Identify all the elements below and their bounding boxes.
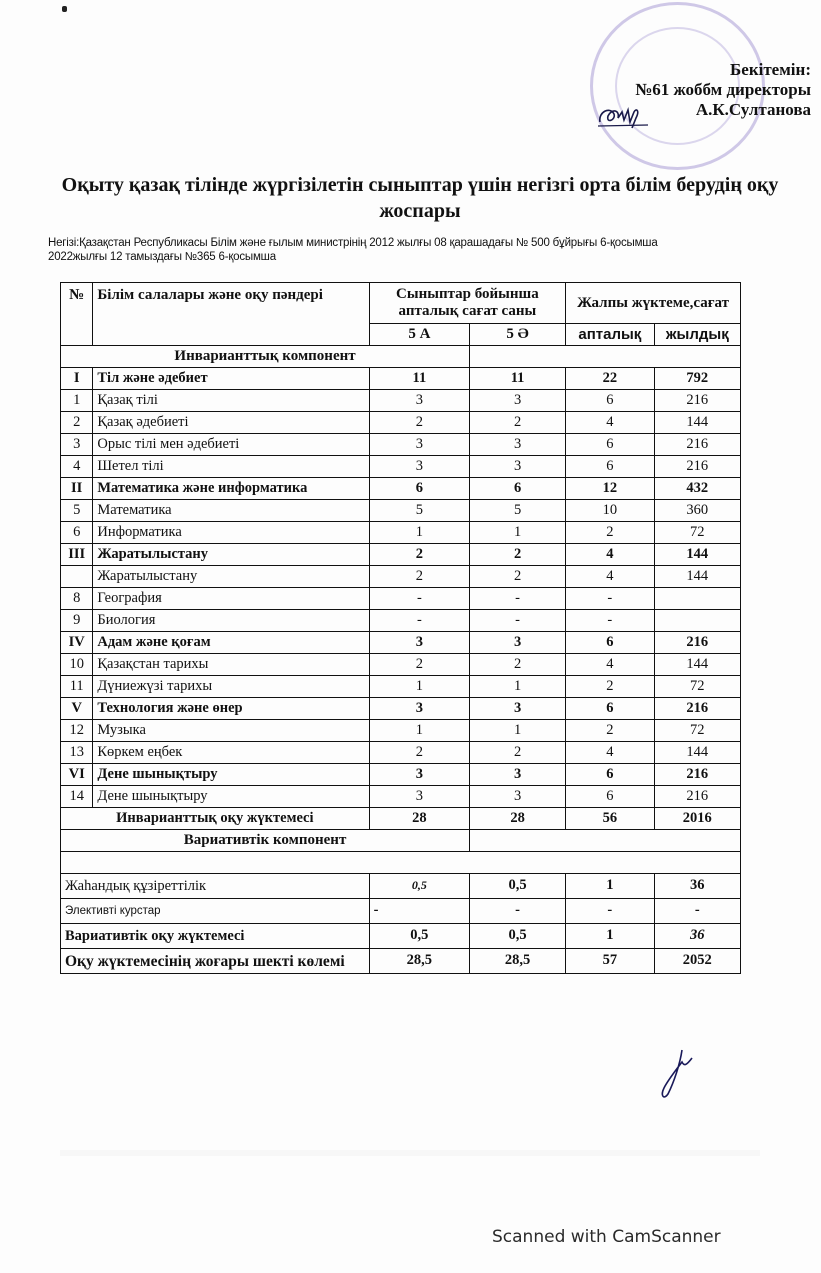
- curriculum-table: [60, 282, 741, 974]
- subject-row: [61, 434, 741, 456]
- subject-row: [61, 566, 741, 588]
- cell-weekly: 4: [566, 544, 655, 566]
- cell-5a: 2: [369, 566, 469, 588]
- cell-5b: 11: [470, 368, 566, 390]
- cell-5b: 6: [470, 478, 566, 500]
- subject-name: Қазақ әдебиеті: [93, 412, 369, 434]
- invariant-section-row: [61, 346, 741, 368]
- cell-weekly: 10: [566, 500, 655, 522]
- cell-5a: 3: [369, 390, 469, 412]
- cell-5b: 2: [470, 742, 566, 764]
- cell-5a: 1: [369, 720, 469, 742]
- subject-row: [61, 500, 741, 522]
- row-number: 1: [61, 390, 93, 412]
- subject-name: Математика және информатика: [93, 478, 369, 500]
- max-total-row: [61, 949, 741, 974]
- cell-yearly: 216: [654, 434, 740, 456]
- cell-5b: -: [470, 588, 566, 610]
- cell-5a: 2: [369, 412, 469, 434]
- row-number: VI: [61, 764, 93, 786]
- row-number: 11: [61, 676, 93, 698]
- variative-total-label: Вариативтік оқу жүктемесі: [61, 924, 370, 949]
- subject-name: Тіл және әдебиет: [93, 368, 369, 390]
- cell-yearly: 72: [654, 676, 740, 698]
- section-row: [61, 544, 741, 566]
- cell-5b: -: [470, 899, 566, 924]
- subject-row: [61, 654, 741, 676]
- cell-5b: 2: [470, 412, 566, 434]
- signature-icon: [652, 1048, 702, 1100]
- cell-5b: 3: [470, 764, 566, 786]
- legal-basis: [48, 236, 818, 264]
- header-weekly: апталық: [566, 324, 655, 346]
- subject-name: Шетел тілі: [93, 456, 369, 478]
- empty-cell: [470, 346, 741, 368]
- invariant-total-label: Инварианттық оқу жүктемесі: [61, 808, 370, 830]
- variative-row: [61, 899, 741, 924]
- header-yearly: жылдық: [654, 324, 740, 346]
- cell-5b: 2: [470, 566, 566, 588]
- row-number: V: [61, 698, 93, 720]
- title-line-1: Оқыту қазақ тілінде жүргізілетін сыныптар үшін негізгі орта білім берудің оқу: [61, 174, 779, 196]
- row-number: 2: [61, 412, 93, 434]
- subject-name: Орыс тілі мен әдебиеті: [93, 434, 369, 456]
- cell-yearly: 792: [654, 368, 740, 390]
- cell-5a: 2: [369, 544, 469, 566]
- empty-row: [61, 852, 741, 874]
- cell-5a: -: [369, 899, 469, 924]
- section-row: [61, 764, 741, 786]
- cell-yearly: 2052: [654, 949, 740, 974]
- row-number: 4: [61, 456, 93, 478]
- cell-yearly: 144: [654, 742, 740, 764]
- cell-yearly: [654, 610, 740, 632]
- cell-yearly: 144: [654, 412, 740, 434]
- cell-5b: 2: [470, 654, 566, 676]
- subject-row: [61, 390, 741, 412]
- subject-name: Қазақ тілі: [93, 390, 369, 412]
- subject-name: Қазақстан тарихы: [93, 654, 369, 676]
- cell-weekly: -: [566, 899, 655, 924]
- cell-yearly: 216: [654, 632, 740, 654]
- row-number: I: [61, 368, 93, 390]
- cell-weekly: 6: [566, 786, 655, 808]
- row-number: 13: [61, 742, 93, 764]
- subject-row: [61, 588, 741, 610]
- row-number: 5: [61, 500, 93, 522]
- subject-row: [61, 610, 741, 632]
- cell-yearly: -: [654, 899, 740, 924]
- director-signature-icon: [596, 104, 652, 130]
- header-classes-group: Сыныптар бойынша апталық сағат саны: [369, 283, 565, 324]
- row-number: 14: [61, 786, 93, 808]
- cell-5a: 3: [369, 434, 469, 456]
- cell-weekly: 12: [566, 478, 655, 500]
- cell-yearly: 72: [654, 720, 740, 742]
- cell-yearly: 72: [654, 522, 740, 544]
- subject-name: Информатика: [93, 522, 369, 544]
- subject-name: Көркем еңбек: [93, 742, 369, 764]
- variative-subject: Жаһандық құзіреттілік: [61, 874, 370, 899]
- header-no: №: [61, 283, 93, 346]
- cell-weekly: -: [566, 610, 655, 632]
- cell-yearly: 216: [654, 764, 740, 786]
- cell-yearly: 216: [654, 786, 740, 808]
- cell-weekly: 1: [566, 924, 655, 949]
- header-class-5a: 5 А: [369, 324, 469, 346]
- cell-5a: 0,5: [369, 924, 469, 949]
- cell-5a: 3: [369, 456, 469, 478]
- cell-yearly: 432: [654, 478, 740, 500]
- header-class-5b: 5 Ә: [470, 324, 566, 346]
- variative-label: Вариативтік компонент: [61, 830, 470, 852]
- cell-weekly: 4: [566, 654, 655, 676]
- approval-position: №61 жоббм директоры: [635, 80, 811, 99]
- cell-weekly: 4: [566, 742, 655, 764]
- cell-yearly: 144: [654, 566, 740, 588]
- cell-5a: 5: [369, 500, 469, 522]
- cell-weekly: 57: [566, 949, 655, 974]
- header-subject: Білім салалары және оқу пәндері: [93, 283, 369, 346]
- cell-5a: 0,5: [369, 874, 469, 899]
- row-number: 10: [61, 654, 93, 676]
- scan-shadow: [60, 1150, 760, 1156]
- subject-name: Биология: [93, 610, 369, 632]
- variative-section-row: [61, 830, 741, 852]
- cell-5b: 3: [470, 786, 566, 808]
- cell-5a: -: [369, 588, 469, 610]
- subject-row: [61, 786, 741, 808]
- invariant-label: Инварианттық компонент: [61, 346, 470, 368]
- row-number: [61, 566, 93, 588]
- scanner-watermark: Scanned with CamScanner: [492, 1227, 721, 1247]
- subject-name: Дене шынықтыру: [93, 764, 369, 786]
- subject-row: [61, 412, 741, 434]
- cell-5a: 28: [369, 808, 469, 830]
- cell-yearly: 36: [654, 924, 740, 949]
- section-row: [61, 368, 741, 390]
- cell-5b: 3: [470, 390, 566, 412]
- cell-weekly: 6: [566, 390, 655, 412]
- header-total-group: Жалпы жүктеме,сағат: [566, 283, 741, 324]
- row-number: IV: [61, 632, 93, 654]
- cell-5b: 28,5: [470, 949, 566, 974]
- cell-yearly: 144: [654, 544, 740, 566]
- document-title: [40, 172, 800, 224]
- subject-name: Адам және қоғам: [93, 632, 369, 654]
- cell-weekly: 2: [566, 676, 655, 698]
- subject-row: [61, 522, 741, 544]
- subject-name: Жаратылыстану: [93, 566, 369, 588]
- cell-5b: 1: [470, 522, 566, 544]
- cell-5b: 1: [470, 676, 566, 698]
- cell-5a: 28,5: [369, 949, 469, 974]
- row-number: II: [61, 478, 93, 500]
- cell-yearly: 36: [654, 874, 740, 899]
- approval-name: А.К.Султанова: [695, 100, 811, 119]
- cell-5a: -: [369, 610, 469, 632]
- cell-5a: 2: [369, 742, 469, 764]
- subject-row: [61, 676, 741, 698]
- cell-yearly: 216: [654, 456, 740, 478]
- cell-5a: 11: [369, 368, 469, 390]
- cell-yearly: 2016: [654, 808, 740, 830]
- row-number: 6: [61, 522, 93, 544]
- subject-name: Дене шынықтыру: [93, 786, 369, 808]
- cell-5b: 0,5: [470, 924, 566, 949]
- title-line-2: жоспары: [379, 200, 461, 222]
- cell-weekly: 2: [566, 522, 655, 544]
- cell-weekly: 2: [566, 720, 655, 742]
- cell-5b: 1: [470, 720, 566, 742]
- cell-5a: 3: [369, 632, 469, 654]
- cell-weekly: 6: [566, 764, 655, 786]
- cell-5b: 3: [470, 698, 566, 720]
- cell-5a: 3: [369, 764, 469, 786]
- cell-yearly: [654, 588, 740, 610]
- row-number: 3: [61, 434, 93, 456]
- subject-row: [61, 742, 741, 764]
- variative-subject: Элективті курстар: [61, 899, 370, 924]
- cell-5a: 3: [369, 786, 469, 808]
- cell-5a: 1: [369, 522, 469, 544]
- scan-speck: [62, 6, 67, 12]
- invariant-total-row: [61, 808, 741, 830]
- subject-name: Дүниежүзі тарихы: [93, 676, 369, 698]
- variative-total-row: [61, 924, 741, 949]
- cell-weekly: 22: [566, 368, 655, 390]
- cell-weekly: 6: [566, 434, 655, 456]
- cell-5a: 6: [369, 478, 469, 500]
- cell-weekly: 6: [566, 698, 655, 720]
- cell-yearly: 216: [654, 390, 740, 412]
- subject-row: [61, 456, 741, 478]
- cell-weekly: 56: [566, 808, 655, 830]
- cell-yearly: 216: [654, 698, 740, 720]
- table-header-row: [61, 283, 741, 324]
- subject-name: Музыка: [93, 720, 369, 742]
- cell-5b: 28: [470, 808, 566, 830]
- basis-line-1: Негізі:Қазақстан Республикасы Білім және ғылым министрінің 2012 жылғы 08 қарашадағы № 500 бұйрығы 6-қосымша: [48, 237, 658, 249]
- cell-5b: 3: [470, 456, 566, 478]
- row-number: III: [61, 544, 93, 566]
- cell-5b: 3: [470, 434, 566, 456]
- cell-weekly: 1: [566, 874, 655, 899]
- subject-name: Технология және өнер: [93, 698, 369, 720]
- cell-weekly: -: [566, 588, 655, 610]
- approval-heading: Бекітемін:: [730, 60, 811, 79]
- cell-5b: 2: [470, 544, 566, 566]
- subject-name: Жаратылыстану: [93, 544, 369, 566]
- cell-5b: -: [470, 610, 566, 632]
- cell-5b: 3: [470, 632, 566, 654]
- approval-block: [635, 60, 811, 120]
- cell-yearly: 360: [654, 500, 740, 522]
- cell-weekly: 4: [566, 566, 655, 588]
- row-number: 8: [61, 588, 93, 610]
- cell-5b: 0,5: [470, 874, 566, 899]
- basis-line-2: 2022жылғы 12 тамыздағы №365 6-қосымша: [48, 251, 276, 263]
- section-row: [61, 478, 741, 500]
- cell-5b: 5: [470, 500, 566, 522]
- cell-5a: 1: [369, 676, 469, 698]
- section-row: [61, 698, 741, 720]
- subject-row: [61, 720, 741, 742]
- empty-cell: [470, 830, 741, 852]
- row-number: 12: [61, 720, 93, 742]
- cell-5a: 3: [369, 698, 469, 720]
- cell-weekly: 4: [566, 412, 655, 434]
- max-total-label: Оқу жүктемесінің жоғары шекті көлемі: [61, 949, 370, 974]
- row-number: 9: [61, 610, 93, 632]
- empty-cell: [61, 852, 741, 874]
- cell-weekly: 6: [566, 456, 655, 478]
- subject-name: География: [93, 588, 369, 610]
- cell-yearly: 144: [654, 654, 740, 676]
- cell-5a: 2: [369, 654, 469, 676]
- section-row: [61, 632, 741, 654]
- cell-weekly: 6: [566, 632, 655, 654]
- subject-name: Математика: [93, 500, 369, 522]
- variative-row: [61, 874, 741, 899]
